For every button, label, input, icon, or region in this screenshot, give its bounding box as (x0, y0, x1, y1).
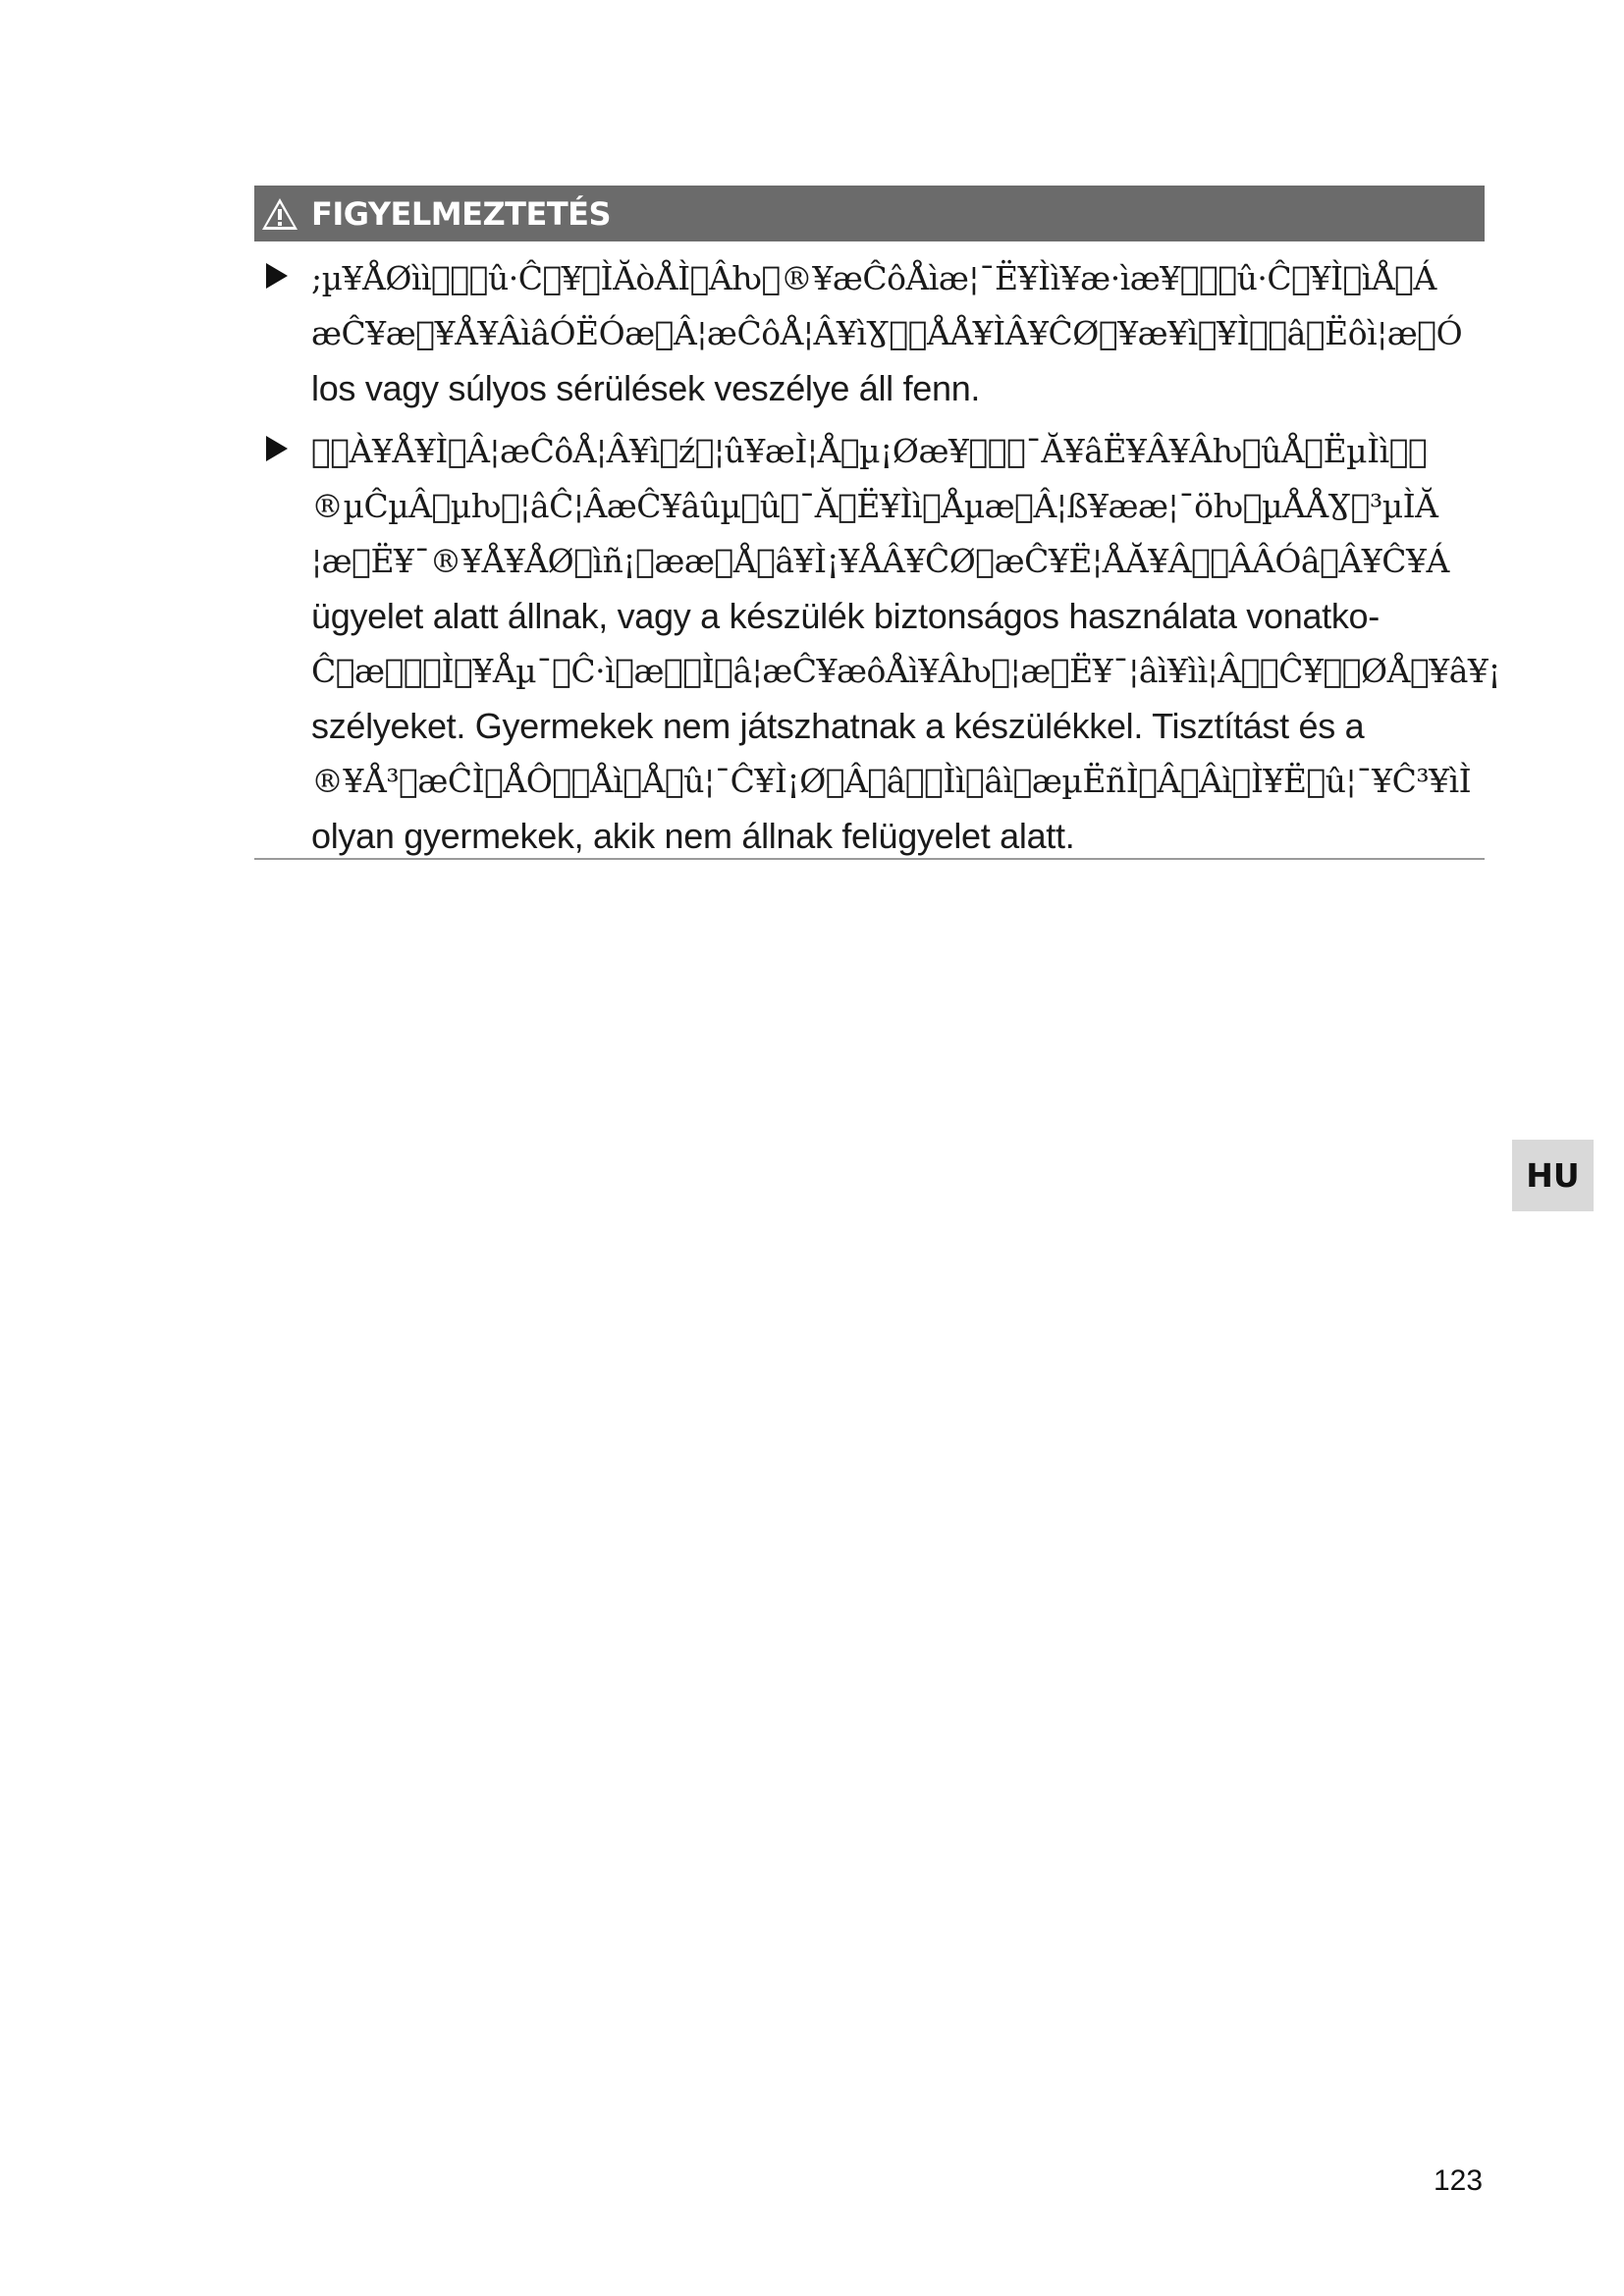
warning-list (254, 251, 1624, 872)
text-line:   À¥Å¥Ì Â¦æĈôÅ¦Â¥ì ź ¦û¥æÌ¦Å µ¡Øæ¥   ¯Ă¥âË¥Â¥Âƕ ûÅ ËµÌì   (311, 432, 1428, 470)
text-line: Ĉ æ   Ì ¥Åµ¯ Ĉ·ì æ  Ì â¦æĈ¥æôÅì¥Âƕ ¦æ Ë¥¯¦âì¥ìì¦Â  Ĉ¥  ØÅ ¥â¥¡ (311, 652, 1501, 690)
text-line: olyan gyermekek, akik nem állnak felügyelet alatt. (311, 816, 1075, 856)
text-line: los vagy súlyos sérülések veszélye áll fenn. (311, 368, 981, 408)
section-divider (254, 858, 1485, 860)
list-item (254, 251, 1624, 416)
list-item (254, 424, 1624, 864)
text-line: szélyeket. Gyermekek nem játszhatnak a készülékkel. Tisztítást és a (311, 706, 1365, 746)
warning-triangle-icon (258, 194, 301, 234)
text-line: ügyelet alatt állnak, vagy a készülék biztonságos használata vonatko- (311, 596, 1380, 636)
text-line: ®¥Å³ æĈÌ ÅÔ  Åì Å û¦¯Ĉ¥Ì¡Ø Â â  Ìì âì æµËñÌ Â Âì Ì¥Ë û¦¯¥Ĉ³¥ìÌ (311, 762, 1472, 800)
language-tab: HU (1512, 1140, 1594, 1211)
text-line: æĈ¥æ ¥Å¥ÂìâÓËÓæ Â¦æĈôÅ¦Â¥ìƔ  ÅÅ¥ÌÂ¥ĈØ ¥æ¥ì ¥Ì  â Ëôì¦æ Ó (311, 314, 1463, 352)
bullet-arrow-icon (266, 263, 288, 289)
bullet-arrow-icon (266, 436, 288, 461)
text-line: ;µ¥ÅØìì   û·Ĉ ¥ ÌĂòÅÌ Âƕ ®¥æĈôÅìæ¦¯Ë¥Ìì¥æ·ìæ¥   û·Ĉ ¥Ì ìÅ Á (311, 259, 1436, 297)
page-number: 123 (1434, 2164, 1484, 2197)
warning-title: FIGYELMEZTETÉS (311, 194, 612, 233)
text-line: ¦æ Ë¥¯®¥Å¥ÅØ ìñ¡ ææ Å â¥Ì¡¥ÅÂ¥ĈØ æĈ¥Ë¦ÅĂ¥Â  ÂÂÓâ Â¥Ĉ¥Á (311, 542, 1449, 580)
text-line: ®µĈµÂ µƕ ¦âĈ¦ÂæĈ¥âûµ û ¯Ă Ë¥Ìì Åµæ Â¦ß¥ææ¦¯öƕ µÅÅƔ ³µÌĂ (311, 487, 1438, 525)
warning-header (254, 186, 1485, 241)
